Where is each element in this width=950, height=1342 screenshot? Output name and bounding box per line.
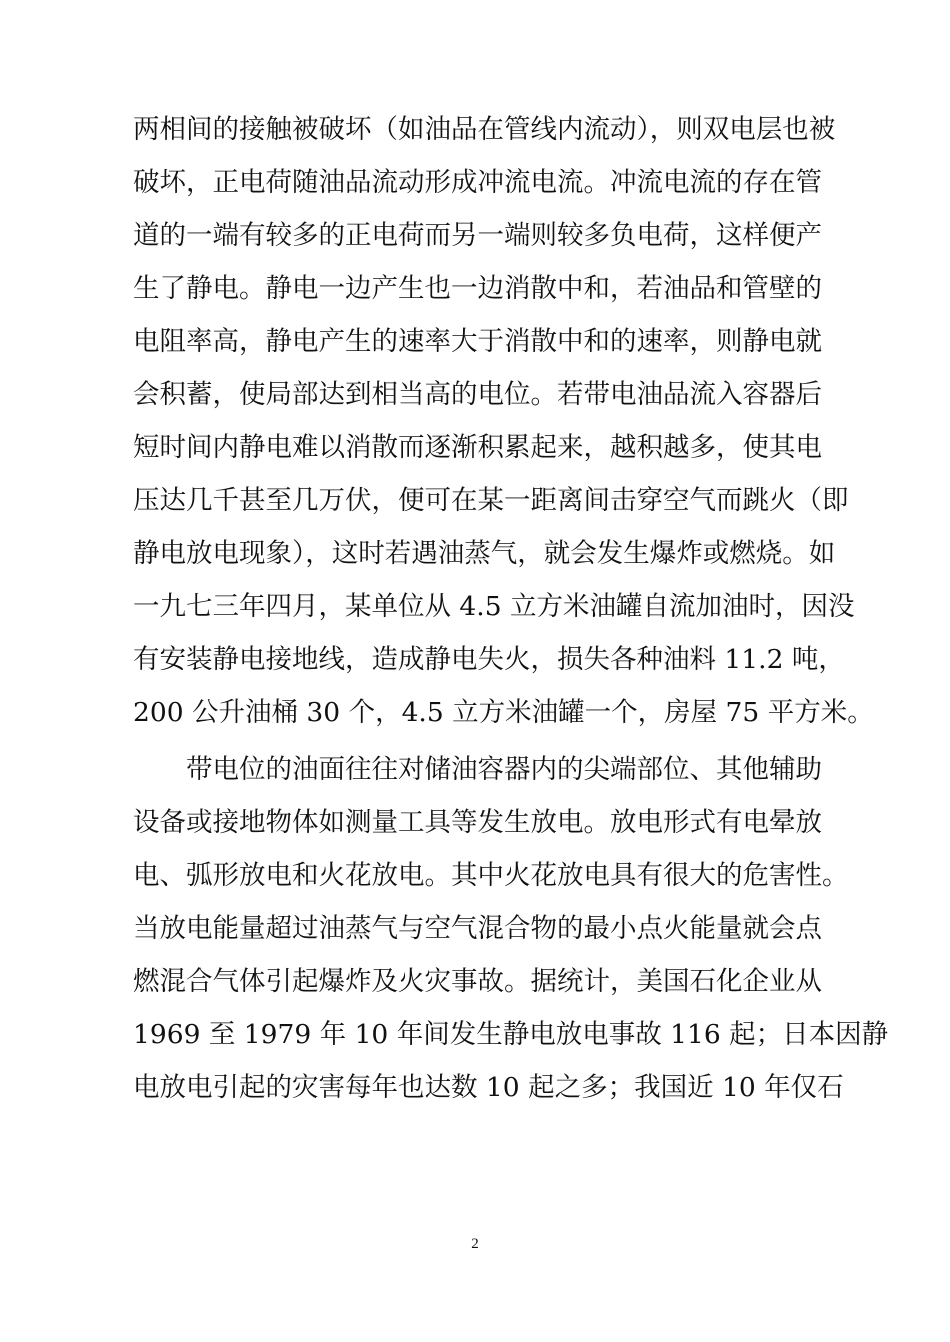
text-line: 电、弧形放电和火花放电。其中火花放电具有很大的危害性。 [133, 860, 849, 891]
text-line: 有安装静电接地线，造成静电失火，损失各种油料 11.2 吨， [133, 644, 845, 675]
text-line: 200 公升油桶 30 个，4.5 立方米油罐一个，房屋 75 平方米。 [133, 697, 874, 728]
text-line: 当放电能量超过油蒸气与空气混合物的最小点火能量就会点 [133, 913, 822, 944]
page-number: 2 [471, 1236, 479, 1252]
text-line: 压达几千甚至几万伏，便可在某一距离间击穿空气而跳火（即 [133, 485, 849, 516]
text-line: 一九七三年四月，某单位从 4.5 立方米油罐自流加油时，因没 [133, 591, 855, 622]
text-line: 道的一端有较多的正电荷而另一端则较多负电荷，这样便产 [133, 220, 822, 251]
text-line: 会积蓄，使局部达到相当高的电位。若带电油品流入容器后 [133, 379, 822, 410]
text-line: 1969 至 1979 年 10 年间发生静电放电事故 116 起；日本因静 [133, 1019, 889, 1050]
text-line: 两相间的接触被破坏（如油品在管线内流动），则双电层也被 [133, 114, 836, 145]
text-line: 电阻率高，静电产生的速率大于消散中和的速率，则静电就 [133, 326, 822, 357]
text-line: 破坏，正电荷随油品流动形成冲流电流。冲流电流的存在管 [133, 167, 822, 198]
text-line-indented: 带电位的油面往往对储油容器内的尖端部位、其他辅助 [186, 754, 822, 785]
text-line: 设备或接地物体如测量工具等发生放电。放电形式有电晕放 [133, 807, 822, 838]
text-line: 短时间内静电难以消散而逐渐积累起来，越积越多，使其电 [133, 432, 822, 463]
text-line: 燃混合气体引起爆炸及火灾事故。据统计，美国石化企业从 [133, 966, 822, 997]
text-line: 电放电引起的灾害每年也达数 10 起之多；我国近 10 年仅石 [133, 1072, 844, 1103]
text-line: 静电放电现象），这时若遇油蒸气，就会发生爆炸或燃烧。如 [133, 538, 836, 569]
text-line: 生了静电。静电一边产生也一边消散中和，若油品和管壁的 [133, 273, 822, 304]
